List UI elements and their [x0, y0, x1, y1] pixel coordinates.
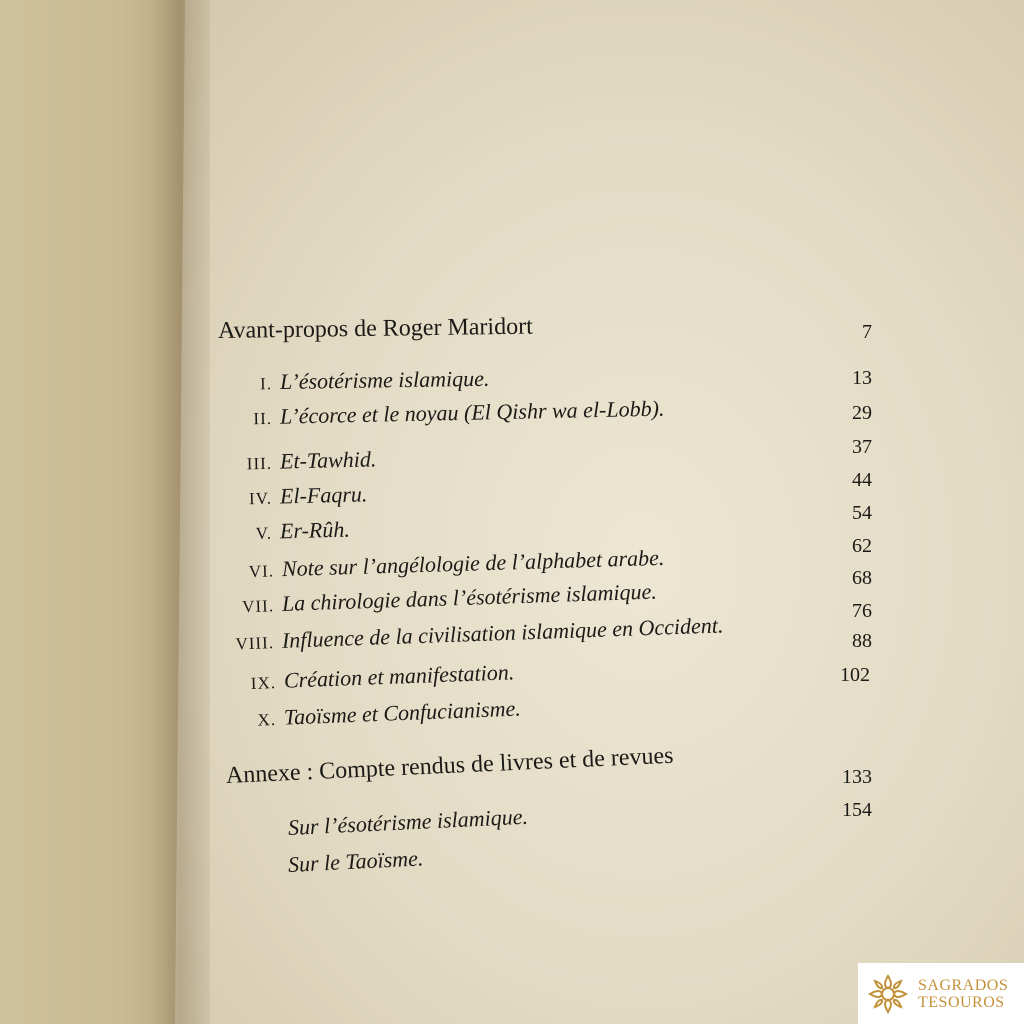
toc-chapter	[220, 579, 658, 619]
chapter-page: 37	[852, 436, 872, 458]
chapter-page: 62	[852, 535, 872, 557]
annex-item-title: Sur le Taoïsme.	[287, 845, 424, 877]
toc-annex-label: Annexe : Compte rendus de livres et de revues	[225, 742, 674, 789]
chapter-title: Er-Rûh.	[279, 516, 351, 544]
chapter-title: L’écorce et le noyau (El Qishr wa el-Lobb).	[279, 395, 665, 429]
chapter-title: Note sur l’angélologie de l’alphabet arabe.	[281, 544, 665, 582]
chapter-title: Taoïsme et Confucianisme.	[283, 695, 522, 730]
watermark-text	[918, 977, 1008, 1011]
chapter-page: 76	[852, 600, 872, 622]
chapter-numeral: IV.	[248, 488, 273, 509]
toc-chapter	[218, 446, 377, 476]
chapter-numeral: II.	[253, 408, 273, 429]
chapter-numeral: VIII.	[235, 633, 275, 654]
watermark-line1: SAGRADOS	[918, 976, 1009, 994]
toc-chapter	[220, 612, 724, 656]
toc-chapter	[222, 696, 522, 733]
chapter-numeral: III.	[246, 453, 273, 474]
chapter-numeral: IX.	[250, 673, 277, 693]
chapter-page: 88	[852, 630, 872, 652]
annex-item-page: 154	[842, 799, 872, 821]
chapter-numeral: VI.	[248, 561, 275, 582]
chapter-page: 44	[852, 469, 872, 491]
chapter-numeral: V.	[255, 523, 273, 544]
toc-chapter	[218, 517, 350, 546]
toc-annex	[225, 743, 674, 790]
annex-item-title: Sur l’ésotérisme islamique.	[287, 803, 529, 840]
chapter-title: L’ésotérisme islamique.	[279, 365, 490, 395]
chapter-numeral: I.	[259, 374, 273, 394]
chapter-title: Influence de la civilisation islamique en Occident.	[281, 612, 724, 653]
watermark-logo	[858, 963, 1024, 1024]
toc-chapter	[220, 545, 665, 584]
toc-foreword-label: Avant-propos de Roger Maridort	[217, 313, 533, 344]
chapter-title: La chirologie dans l’ésotérisme islamique.	[281, 578, 658, 616]
toc-annex-item	[287, 804, 528, 841]
chapter-page: 29	[852, 402, 872, 424]
chapter-numeral: VII.	[241, 596, 275, 617]
chapter-title: Création et manifestation.	[283, 659, 515, 693]
ornament-icon	[866, 972, 910, 1016]
toc-foreword-page: 7	[862, 321, 872, 343]
chapter-page: 54	[852, 502, 872, 524]
watermark-line2: TESOUROS	[918, 993, 1005, 1011]
toc-annex-item	[287, 845, 424, 878]
chapter-title: Et-Tawhid.	[279, 446, 377, 474]
chapter-page: 13	[852, 367, 872, 389]
chapter-page: 102	[840, 664, 870, 686]
chapter-title: El-Faqru.	[279, 481, 368, 509]
toc-chapter	[218, 366, 490, 396]
toc-chapter	[218, 396, 665, 431]
annex-item-page: 133	[842, 766, 872, 788]
toc-foreword	[218, 314, 533, 345]
chapter-page: 68	[852, 567, 872, 589]
toc-chapter	[222, 659, 515, 696]
chapter-numeral: X.	[257, 709, 277, 730]
toc-chapter	[218, 481, 368, 511]
